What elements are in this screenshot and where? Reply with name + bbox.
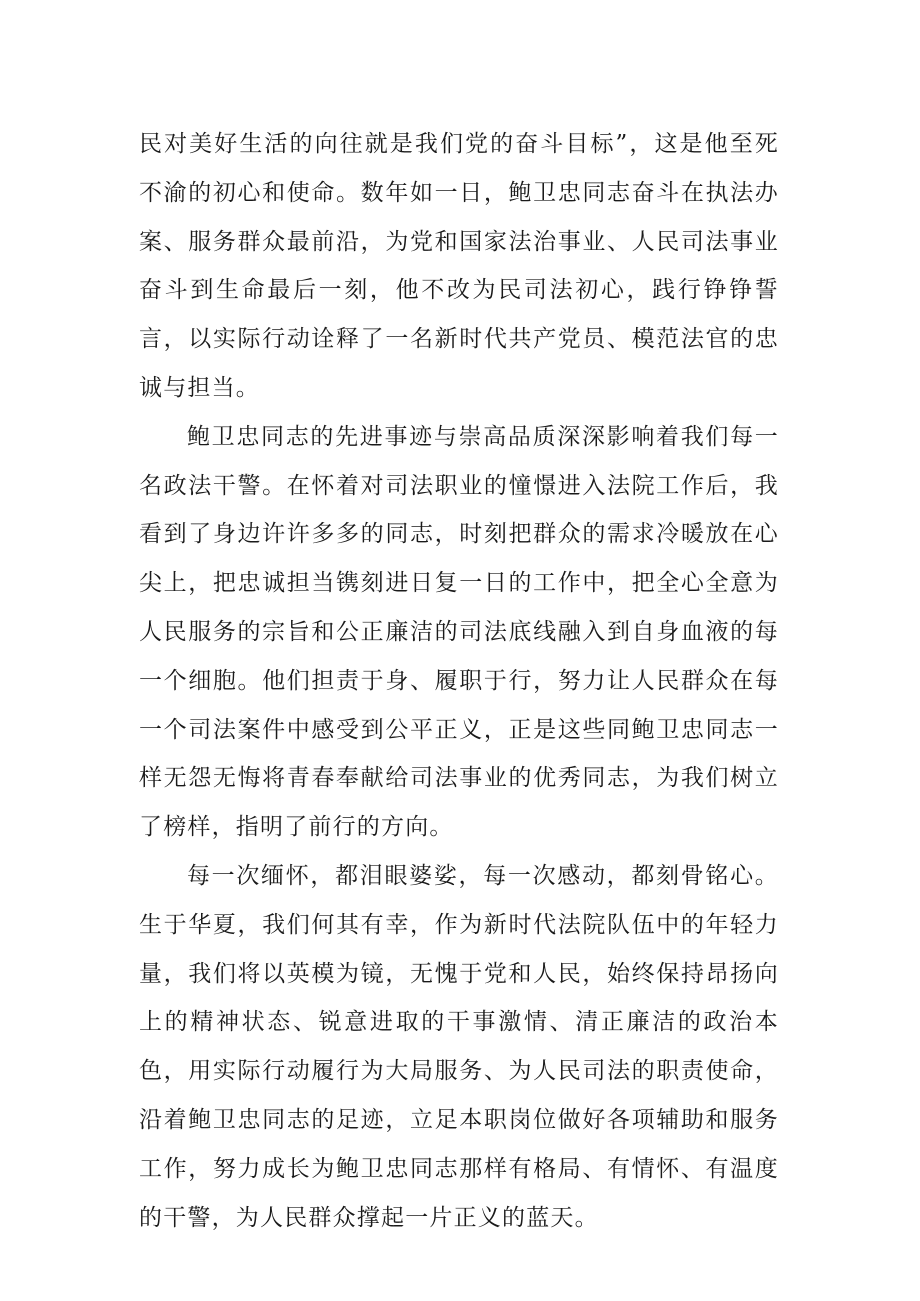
paragraph-2: 鲍卫忠同志的先进事迹与崇高品质深深影响着我们每一名政法干警。在怀着对司法职业的憧憬进入法院工作后，我看到了身边许许多多的同志，时刻把群众的需求冷暖放在心尖上，把忠诚担当镌刻进日复一日的工作中，把全心全意为人民服务的宗旨和公正廉洁的司法底线融入到自身血液的每一个细胞。他们担责于身、履职于行，努力让人民群众在每一个司法案件中感受到公平正义，正是这些同鲍卫忠同志一样无怨无悔将青春奉献给司法事业的优秀同志，为我们树立了榜样，指明了前行的方向。 <box>139 423 779 841</box>
document-body <box>139 120 779 1242</box>
paragraph-1: 民对美好生活的向往就是我们党的奋斗目标”，这是他至死不渝的初心和使命。数年如一日，鲍卫忠同志奋斗在执法办案、服务群众最前沿，为党和国家法治事业、人民司法事业奋斗到生命最后一刻，他不改为民司法初心，践行铮铮誓言，以实际行动诠释了一名新时代共产党员、模范法官的忠诚与担当。 <box>139 131 779 401</box>
paragraph-3: 每一次缅怀，都泪眼婆娑，每一次感动，都刻骨铭心。生于华夏，我们何其有幸，作为新时代法院队伍中的年轻力量，我们将以英模为镜，无愧于党和人民，始终保持昂扬向上的精神状态、锐意进取的干事激情、清正廉洁的政治本色，用实际行动履行为大局服务、为人民司法的职责使命，沿着鲍卫忠同志的足迹，立足本职岗位做好各项辅助和服务工作，努力成长为鲍卫忠同志那样有格局、有情怀、有温度的干警，为人民群众撑起一片正义的蓝天。 <box>139 862 779 1231</box>
